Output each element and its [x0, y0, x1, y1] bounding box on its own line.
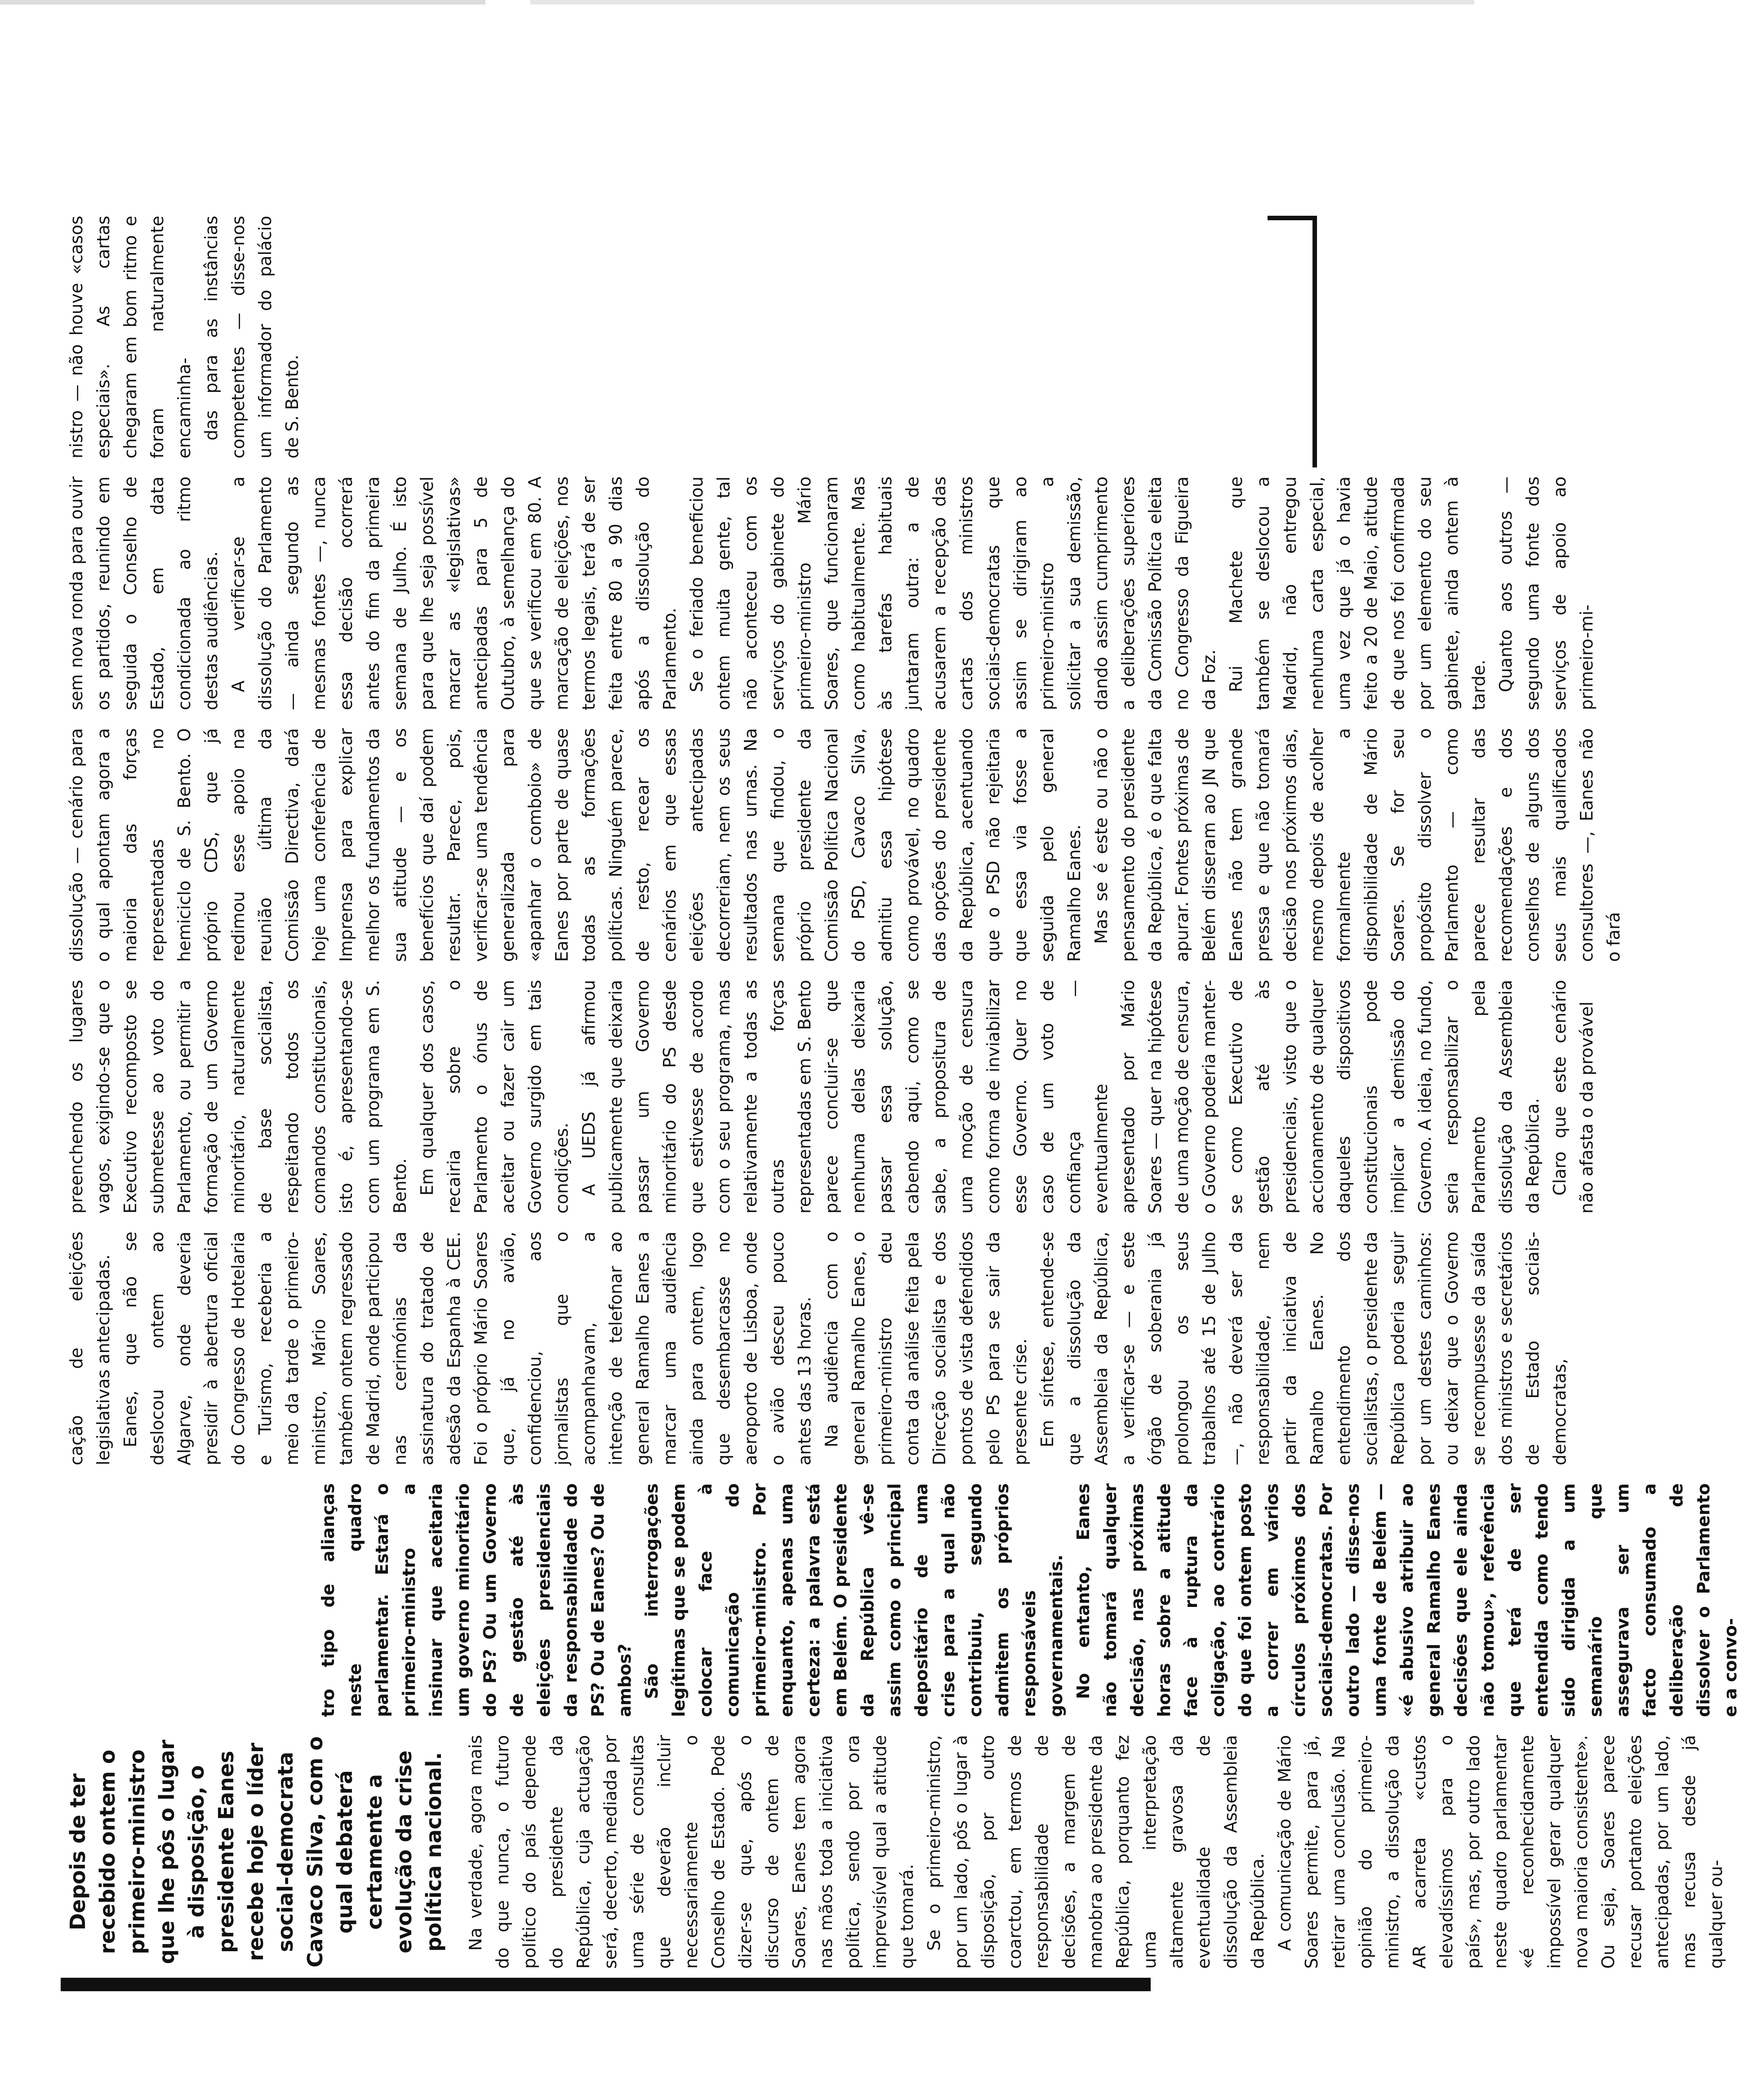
paragraph: Claro que este cenário não afasta o da provável: [1550, 980, 1597, 1214]
paragraph: preenchendo os lugares vagos, exigindo-se que o Executivo recomposto se submetesse ao voto do Parlamento, ou permitir a formação de um Governo minoritário, naturalmente de base socialista, respeitando todos os comandos constitucionais, isto é, apresentando-se com um programa em S. Bento.: [67, 980, 410, 1214]
paragraph: Quanto aos outros — segundo uma fonte dos serviços de apoio ao primeiro-mi-: [1496, 476, 1597, 710]
paragraph: A comunicação de Mário Soares permite, para já, retirar uma conclusão. Na opinião do primeiro-ministro, a dissolução da AR acarreta «custos elevadíssimos para o país», mas, por outro lado neste quadro parlamentar «é reconhecidamente impossível gerar qualquer nova maioria consistente». Ou seja, Soares parece recusar portanto eleições antecipadas, por um lado, mas recusa desde já qualquer ou-: [1275, 1735, 1726, 1969]
article-column-1: [63, 1735, 1730, 1969]
paragraph: dissolução — cenário para o qual apontam agora a maioria das forças representadas no hemiciclo de S. Bento. O próprio CDS, que já redimou esse apoio na reunião última da Comissão Directiva, dará hoje uma conferência de Imprensa para explicar melhor os fundamentos da sua atitude — e os benefícios que daí podem resultar. Parece, pois, verificar-se uma tendência generalizada para «apanhar o comboio» de Eanes por parte de quase todas as formações políticas. Ninguém parece, de resto, recear os cenários em que essas eleições antecipadas decorreriam, nem os seus resultados nas urnas. Na semana que findou, o próprio presidente da Comissão Política Nacional do PSD, Cavaco Silva, admitiu essa hipótese como provável, no quadro das opções do presidente da República, acentuando que o PSD não rejeitaria que essa via fosse a seguida pelo general Ramalho Eanes.: [67, 728, 1084, 962]
paragraph: sem nova ronda para ouvir os partidos, reunindo em seguida o Conselho de Estado, em data condicionada ao ritmo destas audiências.: [67, 476, 221, 710]
paragraph: Rui Machete que também se deslocou a Madrid, não entregou nenhuma carta especial, uma vez que já o havia feito a 20 de Maio, atitude de que nos foi confirmada por um elemento do seu gabinete, ainda ontem à tarde.: [1226, 476, 1489, 710]
article-lead: Depois de ter recebido ontem o primeiro-ministro que lhe pôs o lugar à disposição, o presidente Eanes recebe hoje o líder social-democrata Cavaco Silva, com o qual debaterá certamente a evolução da crise política nacional.: [66, 1736, 446, 1968]
paragraph: nistro — não houve «casos especiais». As cartas chegaram em bom ritmo e foram naturalmente encaminha-: [67, 216, 194, 458]
paragraph: Na audiência com o general Ramalho Eanes, o primeiro-ministro deu conta da análise feita pela Direcção socialista e dos pontos de vista defendidos pelo PS para se sair da presente crise.: [822, 1232, 1030, 1465]
page-bottom-rule: [61, 1978, 1151, 1991]
paragraph: Mas se é este ou não o pensamento do presidente da República, é o que falta apurar. Fontes próximas de Belém disseram ao JN que Eanes não tem grande pressa e que não tomará decisão nos próximos dias, mesmo depois de acolher formalmente a disponibilidade de Mário Soares. Se for seu propósito dissolver o Parlamento — como parece resultar das recomendações e dos conselhos de alguns dos seus mais qualificados consultores —, Eanes não o fará: [1091, 728, 1624, 962]
paragraph: Em síntese, entende-se que a dissolução da Assembleia da República, a verificar-se — e este órgão de soberania já prolongou os seus trabalhos até 15 de Julho —, não deverá ser da responsabilidade, nem partir da iniciativa de Ramalho Eanes. No entendimento dos socialistas, o presidente da República poderia seguir por um destes caminhos: ou deixar que o Governo se recompusesse da saída dos ministros e secretários de Estado sociais-democratas,: [1037, 1232, 1570, 1465]
article-column-4: [63, 980, 1600, 1214]
article-rotated: [63, 171, 1740, 1969]
paragraph: tro tipo de alianças neste quadro parlamentar. Estará o primeiro-ministro a insinuar que aceitaria um governo minoritário do PS? Ou um Governo de gestão até às eleições presidenciais da responsabilidade do PS? Ou de Eanes? Ou de ambos?: [318, 1483, 635, 1717]
paragraph: Se o primeiro-ministro, por um lado, pôs o lugar à disposição, por outro coarctou, em termos de responsabilidade de decisões, a margem de manobra ao presidente da República, porquanto fez uma interpretação altamente gravosa da eventualidade de dissolução da Assembleia da República.: [924, 1735, 1268, 1969]
paragraph: A UEDS já afirmou publicamente que deixaria passar um Governo minoritário do PS desde que estivesse de acordo com o seu programa, mas relativamente a todas as outras forças representadas em S. Bento parece concluir-se que nenhuma delas deixaria passar essa solução, cabendo aqui, como se sabe, a propositura de uma moção de censura como forma de inviabilizar esse Governo. Quer no caso de um voto de confiança — eventualmente apresentado por Mário Soares — quer na hipótese de uma moção de censura, o Governo poderia manter-se como Executivo de gestão até às presidenciais, visto que o accionamento de qualquer daqueles dispositivos constitucionais pode implicar a demissão do Governo. A ideia, no fundo, seria responsabilizar o Parlamento pela dissolução da Assembleia da República.: [579, 980, 1543, 1214]
paragraph: cação de eleições legislativas antecipadas.: [67, 1232, 113, 1465]
article-column-6: [63, 476, 1600, 710]
scan-edge-top-left: [0, 0, 485, 4]
scan-edge-top-right: [530, 0, 1474, 4]
column-bracket-rule-end: [1268, 216, 1317, 220]
column-bracket-rule: [1312, 216, 1317, 467]
paragraph: Se o feriado beneficiou ontem muita gente, tal não aconteceu com os serviços do gabinete do primeiro-ministro Mário Soares, que funcionaram como habitualmente. Mas às tarefas habituais juntaram outra: a de acusarem a recepção das cartas dos ministros sociais-democratas que assim se dirigiram ao primeiro-ministro a solicitar a sua demissão, dando assim cumprimento a deliberações superiores da Comissão Política eleita no Congresso da Figueira da Foz.: [687, 476, 1219, 710]
paragraph: Eanes, que não se deslocou ontem ao Algarve, onde deveria presidir à abertura oficial do Congresso de Hotelaria e Turismo, receberia a meio da tarde o primeiro-ministro, Mário Soares, também ontem regressado de Madrid, onde participou nas cerimónias da assinatura do tratado de adesão da Espanha à CEE. Foi o próprio Mário Soares que, já no avião, confidenciou, aos jornalistas que o acompanhavam, a intenção de telefonar ao general Ramalho Eanes a marcar uma audiência ainda para ontem, logo que desembarcasse no aeroporto de Lisboa, onde o avião desceu pouco antes das 13 horas.: [120, 1232, 814, 1465]
paragraph: Em qualquer dos casos, recairia sobre o Parlamento o ónus de aceitar ou fazer cair um Governo surgido em tais condições.: [417, 980, 572, 1214]
paragraph: Na verdade, agora mais do que nunca, o futuro político do país depende do presidente da República, cuja actuação será, decerto, mediada por uma série de consultas que deverão incluir necessariamente o Conselho de Estado. Pode dizer-se que, após o discurso de ontem de Soares, Eanes tem agora nas mãos toda a iniciativa política, sendo por ora imprevisível qual a atitude que tomará.: [466, 1735, 917, 1969]
paragraph: São interrogações legítimas que se podem colocar face à comunicação do primeiro-ministro. Por enquanto, apenas uma certeza: a palavra está em Belém. O presidente da República vê-se assim como o principal depositário de uma crise para a qual não contribuiu, segundo admitem os próprios responsáveis governamentais.: [642, 1483, 1066, 1717]
paragraph: A verificar-se a dissolução do Parlamento — ainda segundo as mesmas fontes —, nunca essa decisão ocorrerá antes do fim da primeira semana de Julho. É isto para que lhe seja possível marcar as «legislativas» antecipadas para 5 de Outubro, à semelhança do que se verificou em 80. A marcação de eleições, nos termos legais, terá de ser feita entre 80 a 90 dias após a dissolução do Parlamento.: [228, 476, 680, 710]
article-column-2: [315, 1483, 1744, 1717]
paragraph: No entanto, Eanes não tomará qualquer decisão, nas próximas horas sobre a atitude face à ruptura da coligação, ao contrário do que foi ontem posto a correr em vários círculos próximos dos sociais-democratas. Por outro lado — disse-nos uma fonte de Belém — «é abusivo atribuir ao general Ramalho Eanes decisões que ele ainda não tomou», referência que terá de ser entendida como tendo sido dirigida a um semanário que assegurava ser um facto consumado a deliberação de dissolver o Parlamento e a convo-: [1073, 1483, 1740, 1717]
paragraph: das para as instâncias competentes — disse-nos um informador do palácio de S. Bento.: [201, 216, 302, 458]
article-column-3: [63, 1232, 1573, 1465]
article-column-7: [63, 216, 306, 458]
article-column-5: [63, 728, 1627, 962]
